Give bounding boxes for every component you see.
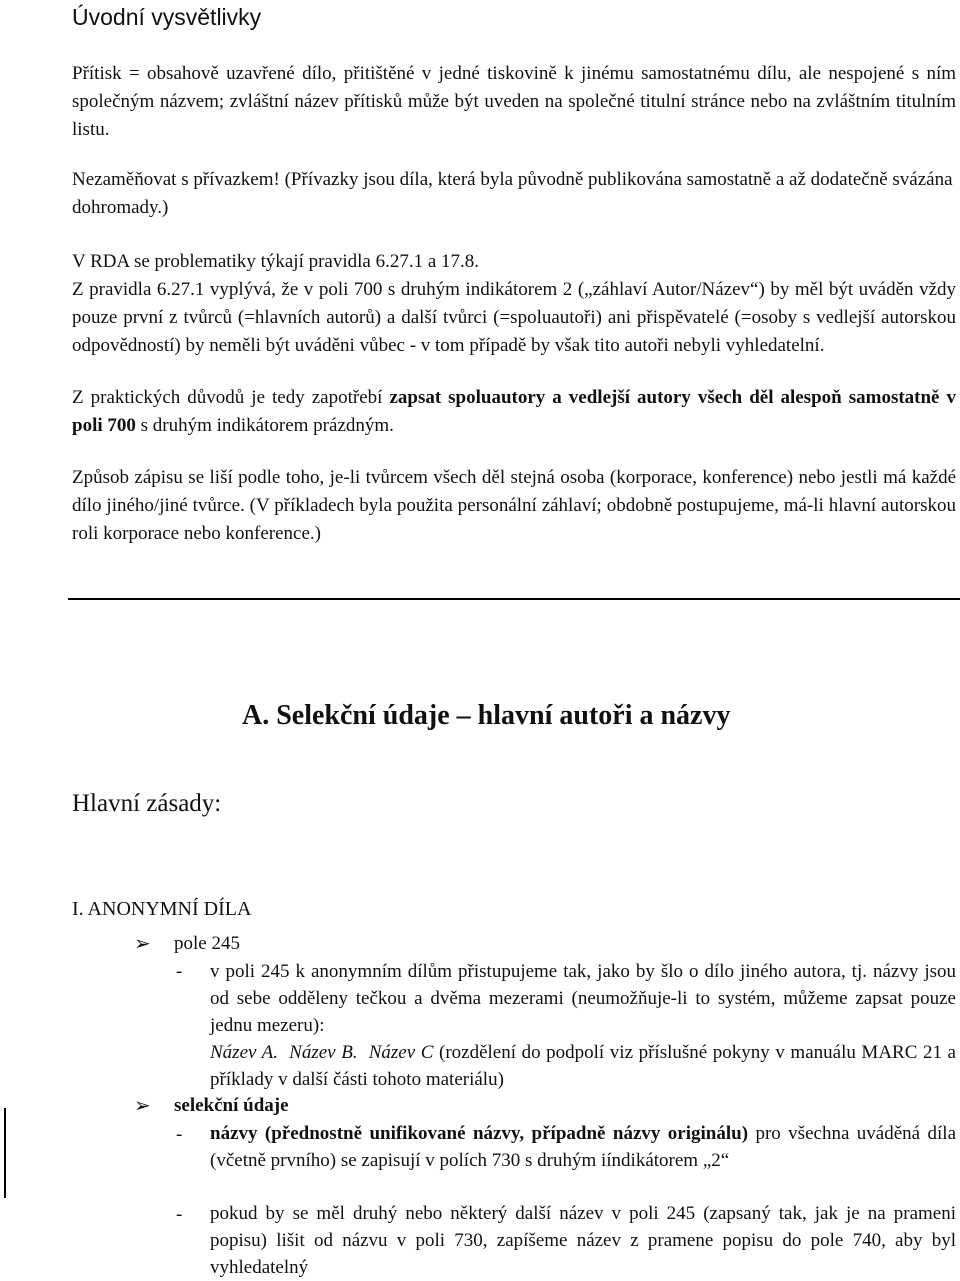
main-principles-heading: Hlavní zásady:	[72, 790, 222, 817]
titles-item-bold: názvy (přednostně unifikované názvy, případně názvy originálu)	[210, 1123, 749, 1144]
section-a-heading: A. Selekční údaje – hlavní autoři a názvy	[242, 700, 731, 731]
dash-marker: -	[176, 1204, 183, 1225]
practical-text-start: Z praktických důvodů je tedy zapotřebí	[72, 387, 390, 408]
paragraph-privazek: Nezaměňovat s přívazkem! (Přívazky jsou díla, která byla původně publikována samostatně a až dodatečně svázána dohromady.)	[72, 169, 953, 218]
arrow-bullet-icon: ➢	[134, 1095, 151, 1117]
pole-245-text: v poli 245 k anonymním dílům přistupujeme tak, jako by šlo o dílo jiného autora, tj. názvy jsou od sebe odděleny tečkou a dvěma mezerami (neumožňuje-li to systém, můžeme zapsat pouze jednu mezeru):	[210, 961, 956, 1036]
paragraph-rda-rules: V RDA se problematiky týkají pravidla 6.27.1 a 17.8.	[72, 251, 480, 272]
horizontal-divider	[68, 598, 960, 600]
bullet-selection-data: selekční údaje	[174, 1095, 289, 1116]
page-heading: Úvodní vysvětlivky	[72, 4, 262, 30]
title-example: Název A. Název B. Název C	[210, 1042, 434, 1063]
dash-marker: -	[176, 1124, 183, 1145]
second-title-item: pokud by se měl druhý nebo některý další název v poli 245 (zapsaný tak, jak je na prameni popisu) lišit od názvu v poli 730, zapíšeme název z pramene popisu do pole 740, aby byl vyhledatelný	[210, 1203, 956, 1278]
margin-change-bar	[4, 1108, 6, 1198]
titles-item-rest: pro všechna uváděná díla (včetně prvního) se zapisují v polích 730 s druhým iíndikátorem „2“	[210, 1123, 956, 1171]
anonymous-works-heading: I. ANONYMNÍ DÍLA	[72, 898, 252, 920]
practical-text-end: s druhým indikátorem prázdným.	[135, 415, 394, 436]
practical-text-bold: zapsat spoluautory a vedlejší autory všech děl alespoň samostatně v poli 700	[72, 387, 956, 436]
arrow-bullet-icon: ➢	[134, 933, 151, 955]
titles-item	[210, 1120, 956, 1174]
paragraph-pritisk: Přítisk = obsahově uzavřené dílo, přitištěné v jedné tiskovině k jinému samostatnému dílu, ale nespojené s ním společným názvem; zvláštní název přítisků může být uveden na společné titulní stránce nebo na zvláštním titulním listu.	[72, 63, 956, 140]
dash-marker: -	[176, 961, 183, 982]
pole-245-item	[210, 958, 956, 1093]
bullet-pole-245: pole 245	[174, 933, 240, 954]
paragraph-rule-6271: Z pravidla 6.27.1 vyplývá, že v poli 700 s druhým indikátorem 2 („záhlaví Autor/Název“) by měl být uváděn vždy pouze první z tvůrců (=hlavních autorů) a další tvůrci (=spoluautoři) ani přispěvatelé (=osoby s vedlejší autorskou odpovědností) by neměli být uváděni vůbec - v tom případě by však tito autoři nebyli vyhledatelní.	[72, 279, 956, 356]
paragraph-practical-reasons	[72, 384, 956, 440]
paragraph-method: Způsob zápisu se liší podle toho, je-li tvůrcem všech děl stejná osoba (korporace, konference) nebo jestli má každé dílo jiného/jiné tvůrce. (V příkladech byla použita personální záhlaví; obdobně postupujeme, má-li hlavní autorskou roli korporace nebo konference.)	[72, 467, 956, 544]
pole-245-after: (rozdělení do podpolí viz příslušné pokyny v manuálu MARC 21 a příklady v další části tohoto materiálu)	[210, 1042, 956, 1090]
